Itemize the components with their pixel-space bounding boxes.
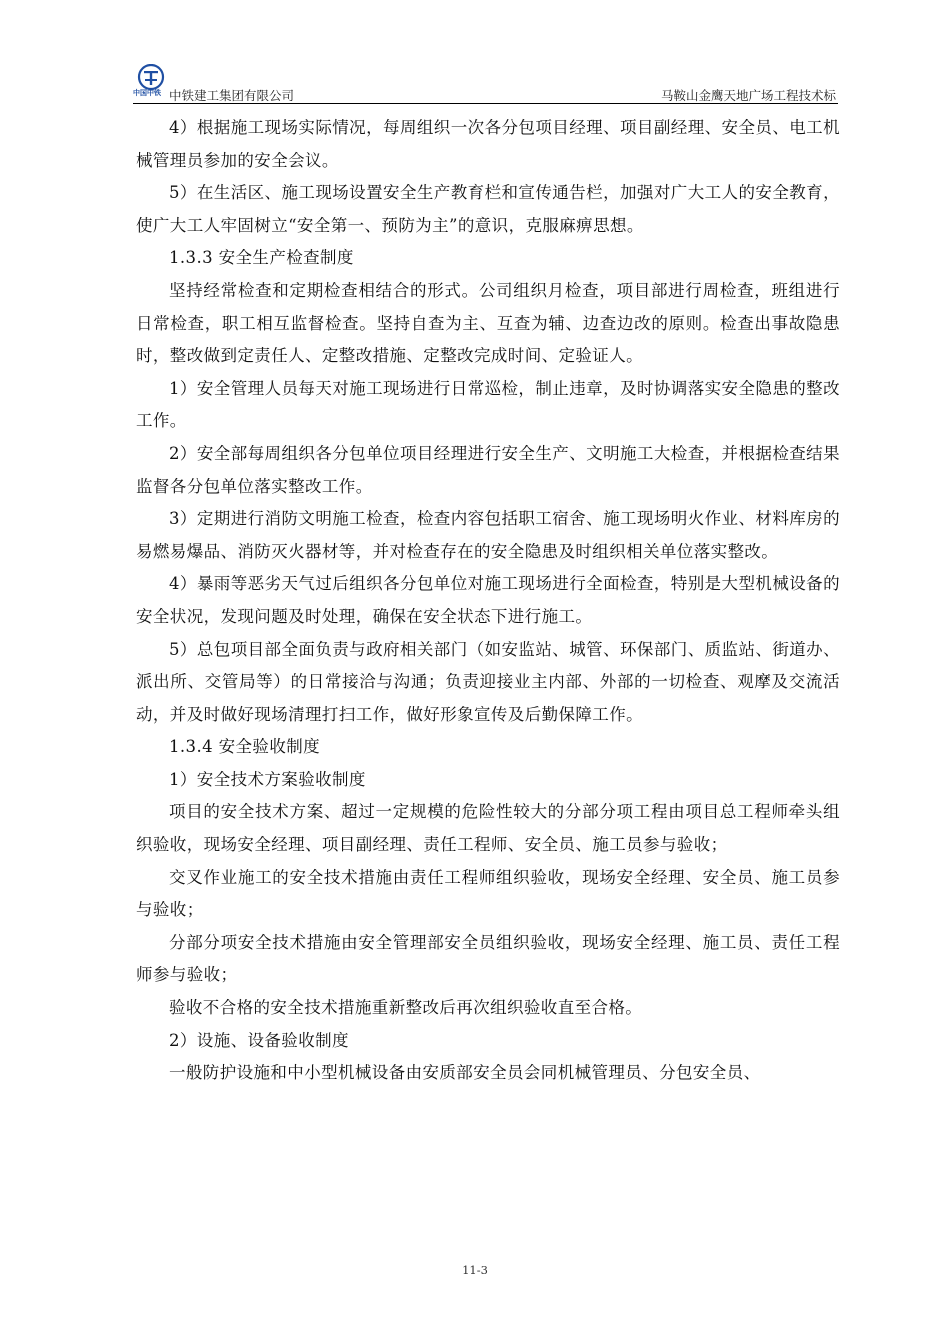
subsection-heading: 1）安全技术方案验收制度: [169, 769, 366, 789]
document-body: [136, 112, 840, 1090]
header-rule: [133, 103, 838, 104]
paragraph: 分部分项安全技术措施由安全管理部安全员组织验收，现场安全经理、施工员、责任工程师参与验收；: [136, 932, 840, 985]
paragraph: 1）安全管理人员每天对施工现场进行日常巡检，制止违章，及时协调落实安全隐患的整改工作。: [136, 378, 840, 431]
logo-text: 中国中铁: [133, 89, 161, 97]
paragraph: 2）安全部每周组织各分包单位项目经理进行安全生产、文明施工大检查，并根据检查结果监督各分包单位落实整改工作。: [136, 443, 840, 496]
paragraph: 交叉作业施工的安全技术措施由责任工程师组织验收，现场安全经理、安全员、施工员参与验收；: [136, 867, 840, 920]
paragraph: 3）定期进行消防文明施工检查，检查内容包括职工宿舍、施工现场明火作业、材料库房的易燃易爆品、消防灭火器材等，并对检查存在的安全隐患及时组织相关单位落实整改。: [136, 509, 840, 561]
page-header: [133, 64, 838, 104]
paragraph: 5）总包项目部全面负责与政府相关部门（如安监站、城管、环保部门、质监站、街道办、派出所、交管局等）的日常接洽与沟通；负责迎接业主内部、外部的一切检查、观摩及交流活动，并及时做好现场清理打扫工作，做好形象宣传及后勤保障工作。: [136, 639, 840, 724]
organization-name: 中铁建工集团有限公司: [169, 88, 295, 103]
paragraph: 验收不合格的安全技术措施重新整改后再次组织验收直至合格。: [169, 998, 643, 1018]
paragraph: 5）在生活区、施工现场设置安全生产教育栏和宣传通告栏，加强对广大工人的安全教育，使广大工人牢固树立“安全第一、预防为主”的意识，克服麻痹思想。: [136, 183, 840, 235]
paragraph: 一般防护设施和中小型机械设备由安质部安全员会同机械管理员、分包安全员、: [169, 1063, 761, 1083]
paragraph: 项目的安全技术方案、超过一定规模的危险性较大的分部分项工程由项目总工程师牵头组织验收，现场安全经理、项目副经理、责任工程师、安全员、施工员参与验收；: [136, 802, 840, 855]
section-heading: 1.3.3 安全生产检查制度: [169, 248, 354, 268]
paragraph: 4）根据施工现场实际情况，每周组织一次各分包项目经理、项目副经理、安全员、电工机械管理员参加的安全会议。: [136, 118, 840, 170]
paragraph: 4）暴雨等恶劣天气过后组织各分包单位对施工现场进行全面检查，特别是大型机械设备的安全状况，发现问题及时处理，确保在安全状态下进行施工。: [136, 574, 840, 626]
document-title: 马鞍山金鹰天地广场工程技术标: [660, 88, 836, 103]
paragraph: 坚持经常检查和定期检查相结合的形式。公司组织月检查，项目部进行周检查，班组进行日常检查，职工相互监督检查。坚持自查为主、互查为辅、边查边改的原则。检查出事故隐患时，整改做到定责任人、定整改措施、定整改完成时间、定验证人。: [136, 280, 840, 366]
section-heading: 1.3.4 安全验收制度: [169, 737, 321, 757]
page-number: 11-3: [462, 1263, 488, 1277]
subsection-heading: 2）设施、设备验收制度: [169, 1030, 349, 1050]
